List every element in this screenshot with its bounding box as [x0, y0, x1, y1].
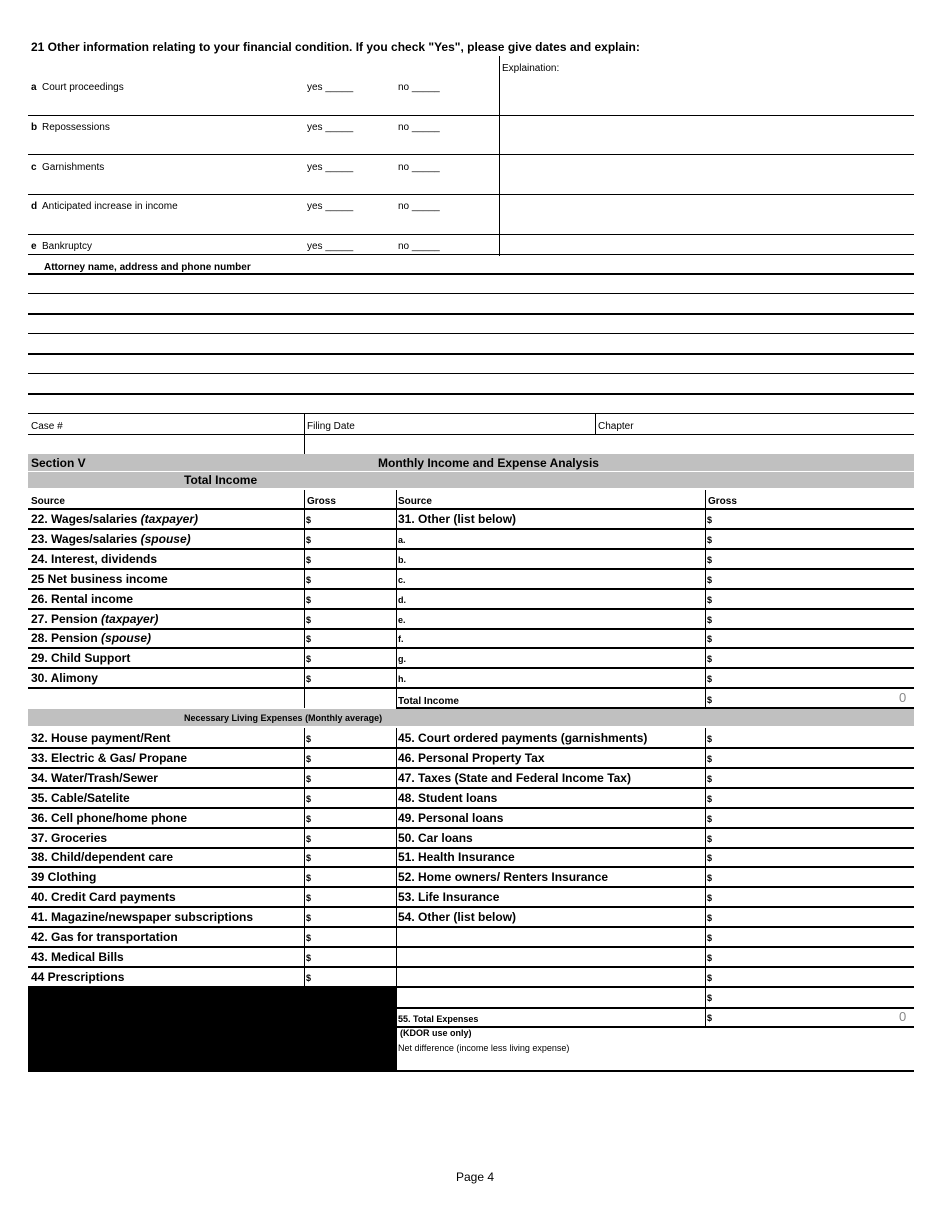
chapter-divider — [595, 414, 596, 434]
expense-right: 50. Car loans — [398, 830, 473, 845]
dollar-sign: $ — [306, 833, 312, 844]
section-v-label: Section V — [31, 456, 86, 470]
no-field[interactable]: no _____ — [398, 122, 440, 133]
expense-left: 34. Water/Trash/Sewer — [31, 770, 158, 785]
expense-right: 48. Student loans — [398, 790, 498, 805]
no-field[interactable]: no _____ — [398, 241, 440, 252]
income-source-right: f. — [398, 634, 404, 645]
dollar-sign: $ — [707, 515, 713, 525]
income-row-rule — [28, 548, 914, 550]
income-source-left — [31, 631, 151, 645]
dollar-sign: $ — [707, 893, 713, 904]
dollar-sign: $ — [306, 773, 312, 784]
expense-right: 53. Life Insurance — [398, 890, 500, 905]
income-source-left — [31, 592, 133, 606]
income-divider — [396, 490, 397, 708]
income-label: 30. Alimony — [31, 671, 98, 686]
attorney-line — [28, 313, 914, 315]
dollar-sign: $ — [707, 972, 713, 983]
expense-right: 46. Personal Property Tax — [398, 750, 545, 765]
income-source-right: 31. Other (list below) — [398, 512, 517, 526]
expense-right: 54. Other (list below) — [398, 910, 517, 925]
income-label: 27. Pension — [31, 611, 102, 626]
dollar-sign: $ — [306, 734, 312, 744]
expense-left: 38. Child/dependent care — [31, 850, 174, 865]
expense-left: 42. Gas for transportation — [31, 930, 178, 944]
expense-row-rule — [28, 906, 914, 908]
income-source-right: h. — [398, 674, 406, 685]
q21-heading: 21 Other information relating to your financial condition. If you check "Yes", please give dates and explain: — [31, 40, 640, 54]
row-rule — [28, 234, 914, 235]
expense-row-rule — [28, 946, 914, 948]
row-rule — [28, 115, 914, 116]
net-difference-label: Net difference (income less living expense) — [398, 1043, 570, 1053]
total-expenses-value: 0 — [899, 1009, 907, 1024]
dollar-sign: $ — [707, 952, 713, 963]
attorney-line — [28, 293, 914, 294]
expense-row-rule — [28, 827, 914, 829]
row-rule — [28, 154, 914, 155]
expense-right: 52. Home owners/ Renters Insurance — [398, 870, 609, 885]
expense-left: 32. House payment/Rent — [31, 731, 171, 745]
row-rule — [28, 194, 914, 195]
dollar-sign: $ — [707, 993, 713, 1003]
expenses-band — [28, 709, 914, 726]
dollar-sign: $ — [707, 534, 713, 545]
yes-field[interactable]: yes _____ — [307, 201, 354, 212]
expense-right: 51. Health Insurance — [398, 850, 515, 865]
income-divider — [705, 490, 706, 708]
expense-divider — [304, 728, 305, 986]
dollar-sign: $ — [306, 952, 312, 963]
income-divider — [304, 490, 305, 708]
expense-left: 41. Magazine/newspaper subscriptions — [31, 910, 254, 925]
expense-left: 44 Prescriptions — [31, 969, 125, 984]
no-field[interactable]: no _____ — [398, 82, 440, 93]
item-label-c: Garnishments — [42, 162, 105, 173]
income-label: 28. Pension — [31, 631, 102, 646]
expense-right: 49. Personal loans — [398, 810, 504, 825]
dollar-sign: $ — [707, 1013, 713, 1023]
dollar-sign: $ — [707, 773, 713, 784]
attorney-line — [28, 273, 914, 275]
dollar-sign: $ — [306, 793, 312, 804]
income-source-right: a. — [398, 534, 406, 545]
yes-field[interactable]: yes _____ — [307, 241, 354, 252]
item-letter: e — [31, 241, 37, 252]
income-source-right: e. — [398, 614, 406, 625]
item-label-a: Court proceedings — [42, 82, 124, 93]
section-v-title: Monthly Income and Expense Analysis — [378, 456, 599, 470]
income-label: 29. Child Support — [31, 651, 131, 666]
income-row-rule — [28, 628, 914, 630]
expense-row-rule — [396, 1007, 914, 1009]
attorney-label: Attorney name, address and phone number — [44, 262, 251, 273]
expense-row-rule — [28, 886, 914, 888]
income-qualifier: (taxpayer) — [140, 512, 198, 526]
total-income-value: 0 — [899, 690, 907, 705]
attorney-line — [28, 393, 914, 395]
col-source-left: Source — [31, 496, 65, 507]
dollar-sign: $ — [306, 534, 312, 545]
dollar-sign: $ — [306, 893, 312, 904]
dollar-sign: $ — [707, 873, 713, 884]
dollar-sign: $ — [306, 813, 312, 824]
total-income-label: Total Income — [398, 696, 459, 707]
page-number: Page 4 — [456, 1170, 495, 1184]
dollar-sign: $ — [306, 634, 312, 645]
income-row-rule — [28, 608, 914, 610]
income-label: 25 Net business income — [31, 571, 168, 586]
item-label-b: Repossessions — [42, 122, 110, 133]
dollar-sign: $ — [306, 554, 312, 565]
dollar-sign: $ — [707, 695, 713, 705]
income-source-left — [31, 552, 157, 566]
dollar-sign: $ — [707, 853, 713, 864]
income-source-left — [31, 572, 168, 586]
redacted-block — [28, 987, 396, 1071]
item-label-d: Anticipated increase in income — [42, 201, 178, 212]
dollar-sign: $ — [707, 753, 713, 764]
chapter-label: Chapter — [598, 421, 634, 432]
dollar-sign: $ — [707, 813, 713, 824]
expense-left: 33. Electric & Gas/ Propane — [31, 750, 188, 765]
income-label: 26. Rental income — [31, 591, 134, 606]
expenses-heading: Necessary Living Expenses (Monthly average) — [184, 713, 383, 723]
income-label: 23. Wages/salaries — [31, 531, 141, 546]
income-row-rule — [28, 667, 914, 669]
income-row-rule — [28, 588, 914, 590]
yes-field[interactable]: yes _____ — [307, 122, 354, 133]
dollar-sign: $ — [707, 833, 713, 844]
yes-field[interactable]: yes _____ — [307, 162, 354, 173]
explanation-label: Explaination: — [502, 63, 560, 74]
dollar-sign: $ — [707, 913, 713, 924]
dollar-sign: $ — [306, 933, 312, 943]
income-row-rule — [28, 647, 914, 649]
col-source-right: Source — [398, 496, 432, 507]
expense-row-rule — [28, 807, 914, 809]
income-row-rule — [28, 687, 914, 689]
dollar-sign: $ — [707, 614, 713, 625]
filing-label: Filing Date — [307, 421, 355, 432]
expense-divider — [396, 728, 397, 1070]
income-source-left — [31, 671, 98, 685]
attorney-line — [28, 333, 914, 334]
expense-right: 45. Court ordered payments (garnishments) — [398, 731, 648, 745]
dollar-sign: $ — [707, 634, 713, 645]
kdor-label: (KDOR use only) — [400, 1028, 472, 1038]
income-source-left — [31, 651, 130, 665]
dollar-sign: $ — [306, 594, 312, 605]
dollar-sign: $ — [306, 873, 312, 884]
income-row-rule — [28, 528, 914, 530]
dollar-sign: $ — [707, 674, 713, 685]
no-field[interactable]: no _____ — [398, 201, 440, 212]
expense-right: 47. Taxes (State and Federal Income Tax) — [398, 770, 631, 785]
dollar-sign: $ — [306, 515, 312, 525]
dollar-sign: $ — [306, 654, 312, 665]
income-row-rule — [28, 568, 914, 570]
item-letter: b — [31, 122, 38, 133]
item-letter: d — [31, 201, 38, 212]
total-income-band — [28, 472, 914, 488]
expense-left: 40. Credit Card payments — [31, 890, 176, 905]
income-source-right: d. — [398, 594, 406, 605]
dollar-sign: $ — [707, 933, 713, 943]
expense-left: 35. Cable/Satelite — [31, 790, 130, 805]
income-source-left — [31, 532, 191, 546]
item-label-e: Bankruptcy — [42, 241, 93, 252]
expense-left: 37. Groceries — [31, 830, 108, 845]
dollar-sign: $ — [707, 574, 713, 585]
dollar-sign: $ — [306, 674, 312, 685]
total-expenses-label: 55. Total Expenses — [398, 1014, 479, 1024]
income-source-right: b. — [398, 554, 406, 565]
expense-row-rule — [28, 747, 914, 749]
header-rule — [28, 508, 914, 510]
dollar-sign: $ — [707, 594, 713, 605]
dollar-sign: $ — [306, 574, 312, 585]
dollar-sign: $ — [707, 654, 713, 665]
income-source-left — [31, 512, 198, 526]
expense-row-rule — [28, 966, 914, 968]
dollar-sign: $ — [306, 614, 312, 625]
expense-divider — [705, 728, 706, 1028]
attorney-line — [28, 413, 914, 414]
income-label: 24. Interest, dividends — [31, 551, 158, 566]
explanation-divider — [499, 56, 500, 256]
expense-left: 36. Cell phone/home phone — [31, 810, 188, 825]
expense-row-rule — [28, 926, 914, 928]
item-letter: a — [31, 82, 37, 93]
dollar-sign: $ — [707, 554, 713, 565]
dollar-sign: $ — [306, 913, 312, 924]
case-rule — [28, 434, 914, 435]
total-expenses-rule — [396, 1026, 914, 1028]
dollar-sign: $ — [707, 793, 713, 804]
expense-row-rule — [28, 787, 914, 789]
bottom-rule — [28, 1070, 914, 1072]
dollar-sign: $ — [306, 972, 312, 983]
income-qualifier: (spouse) — [101, 631, 152, 646]
income-source-right: g. — [398, 654, 406, 665]
income-source-right: c. — [398, 574, 406, 585]
no-field[interactable]: no _____ — [398, 162, 440, 173]
col-gross-right: Gross — [708, 496, 737, 507]
col-gross-left: Gross — [307, 496, 336, 507]
dollar-sign: $ — [306, 853, 312, 864]
income-qualifier: (taxpayer) — [101, 611, 159, 626]
expense-row-rule — [28, 767, 914, 769]
attorney-line — [28, 373, 914, 374]
income-label: 22. Wages/salaries — [31, 512, 141, 526]
expense-row-rule — [28, 866, 914, 868]
case-label: Case # — [31, 421, 63, 432]
total-income-heading: Total Income — [184, 473, 258, 487]
attorney-line — [28, 353, 914, 355]
row-rule — [28, 254, 914, 255]
expense-left: 39 Clothing — [31, 870, 97, 885]
dollar-sign: $ — [306, 753, 312, 764]
dollar-sign: $ — [707, 734, 713, 744]
yes-field[interactable]: yes _____ — [307, 82, 354, 93]
expense-left: 43. Medical Bills — [31, 949, 124, 964]
expense-row-rule — [28, 847, 914, 849]
income-qualifier: (spouse) — [140, 531, 191, 546]
item-letter: c — [31, 162, 37, 173]
income-source-left — [31, 612, 158, 626]
